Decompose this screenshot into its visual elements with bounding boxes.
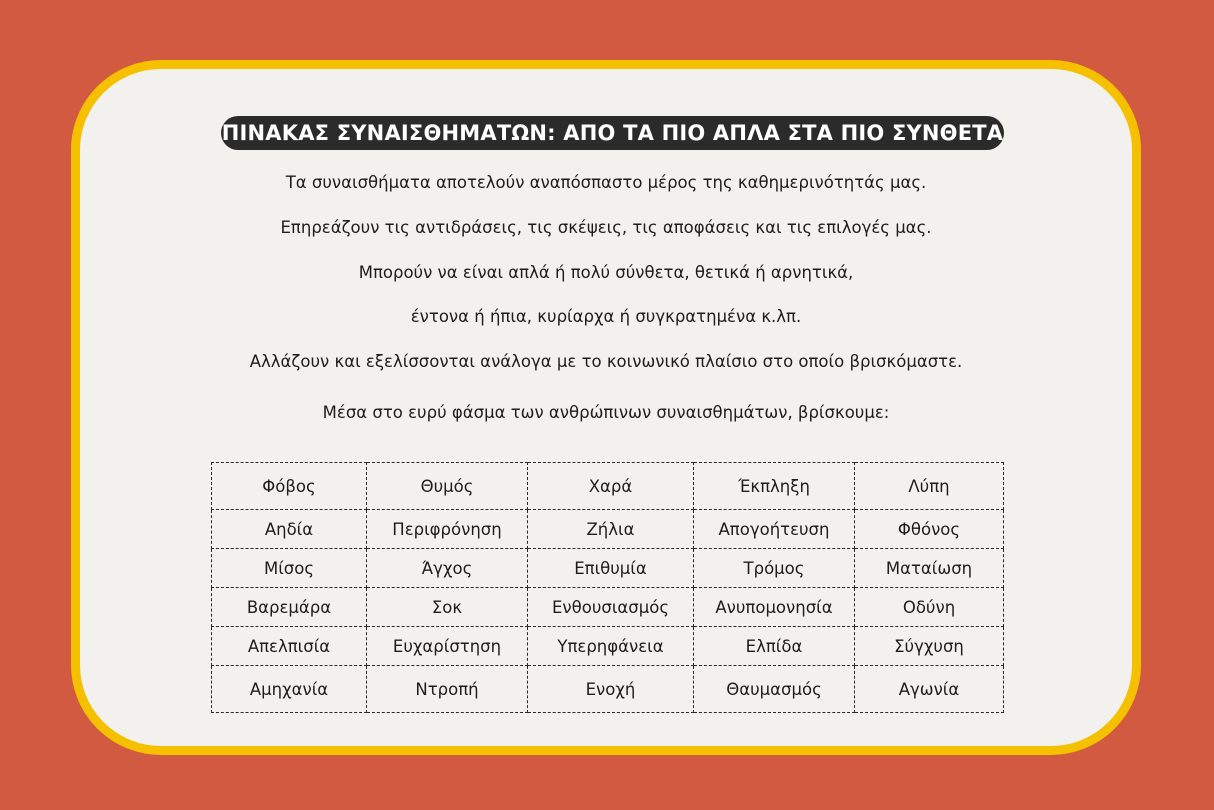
table-cell: Ανυπομονησία (694, 588, 855, 627)
table-cell: Υπερηφάνεια (528, 627, 694, 666)
intro-line-5: Αλλάζουν και εξελίσσονται ανάλογα με το κοινωνικό πλαίσιο στο οποίο βρισκόμαστε. (249, 352, 963, 371)
intro-line-2: Επηρεάζουν τις αντιδράσεις, τις σκέψεις, τις αποφάσεις και τις επιλογές μας. (280, 218, 932, 237)
table-cell: Απογοήτευση (694, 510, 855, 549)
intro-line-6: Μέσα στο ευρύ φάσμα των ανθρώπινων συναισθημάτων, βρίσκουμε: (322, 403, 890, 422)
table-cell: Ματαίωση (855, 549, 1004, 588)
table-row (212, 627, 1004, 666)
table-cell: Φθόνος (855, 510, 1004, 549)
table-cell: Ευχαρίστηση (367, 627, 528, 666)
intro-line-3: Μπορούν να είναι απλά ή πολύ σύνθετα, θετικά ή αρνητικά, (358, 263, 854, 282)
table-cell: Απελπισία (212, 627, 367, 666)
table-cell: Ντροπή (367, 666, 528, 713)
table-cell: Ενοχή (528, 666, 694, 713)
table-cell: Τρόμος (694, 549, 855, 588)
table-cell: Θαυμασμός (694, 666, 855, 713)
emotions-table (211, 462, 1004, 713)
table-cell: Οδύνη (855, 588, 1004, 627)
intro-line-4: έντονα ή ήπια, κυρίαρχα ή συγκρατημένα κ.λπ. (410, 307, 802, 326)
table-cell: Χαρά (528, 463, 694, 510)
page-title: ΠΙΝΑΚΑΣ ΣΥΝΑΙΣΘΗΜΑΤΩΝ: ΑΠΟ ΤΑ ΠΙΟ ΑΠΛΑ ΣΤΑ ΠΙΟ ΣΥΝΘΕΤΑ (221, 116, 1004, 150)
table-cell: Ενθουσιασμός (528, 588, 694, 627)
table-row (212, 463, 1004, 510)
table-cell: Λύπη (855, 463, 1004, 510)
table-cell: Φόβος (212, 463, 367, 510)
table-cell: Βαρεμάρα (212, 588, 367, 627)
table-cell: Περιφρόνηση (367, 510, 528, 549)
table-row (212, 510, 1004, 549)
table-cell: Σοκ (367, 588, 528, 627)
table-cell: Αηδία (212, 510, 367, 549)
table-cell: Επιθυμία (528, 549, 694, 588)
content-card (71, 60, 1141, 755)
table-cell: Ελπίδα (694, 627, 855, 666)
table-row (212, 666, 1004, 713)
table-cell: Θυμός (367, 463, 528, 510)
table-cell: Αμηχανία (212, 666, 367, 713)
table-row (212, 588, 1004, 627)
table-cell: Άγχος (367, 549, 528, 588)
intro-line-1: Τα συναισθήματα αποτελούν αναπόσπαστο μέρος της καθημερινότητάς μας. (285, 173, 927, 192)
table-cell: Σύγχυση (855, 627, 1004, 666)
table-cell: Αγωνία (855, 666, 1004, 713)
table-row (212, 549, 1004, 588)
table-cell: Ζήλια (528, 510, 694, 549)
table-cell: Έκπληξη (694, 463, 855, 510)
table-cell: Μίσος (212, 549, 367, 588)
